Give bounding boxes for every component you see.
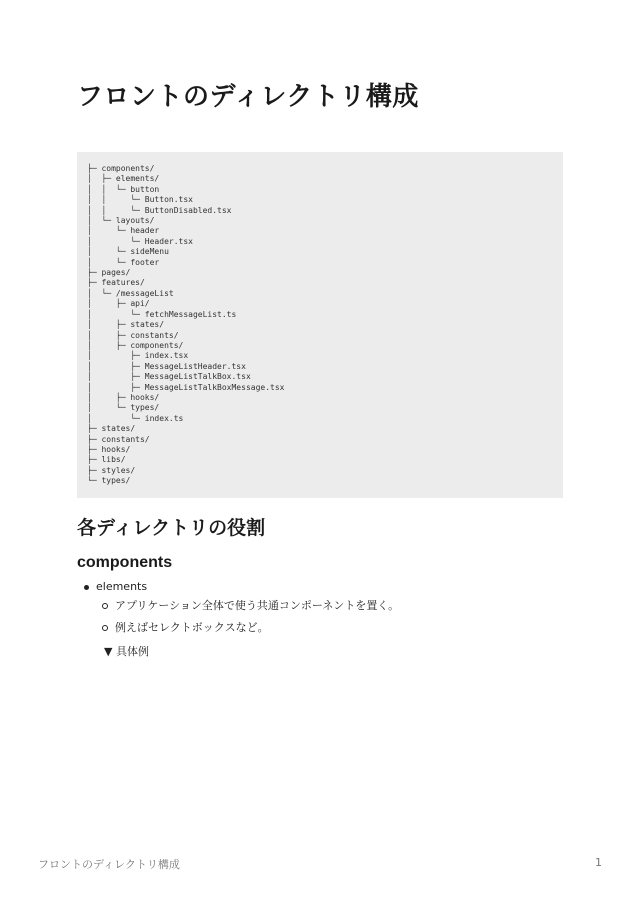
tree-line: │ ├─ MessageListTalkBox.tsx bbox=[87, 372, 251, 382]
page-title: フロントのディレクトリ構成 bbox=[77, 82, 419, 112]
sub-list-item bbox=[96, 620, 269, 636]
subsection-heading: components bbox=[77, 554, 173, 571]
tree-line: │ ├─ MessageListHeader.tsx bbox=[87, 361, 246, 371]
tree-line: ├─ pages/ bbox=[87, 268, 131, 278]
tree-line: │ └─ fetchMessageList.ts bbox=[87, 309, 237, 319]
tree-line: │ └─ sideMenu bbox=[87, 247, 169, 257]
circle-bullet-icon bbox=[102, 625, 108, 631]
section-heading: 各ディレクトリの役割 bbox=[77, 517, 266, 539]
tree-line: │ ├─ index.tsx bbox=[87, 351, 189, 361]
tree-line: ├─ libs/ bbox=[87, 455, 126, 465]
directory-tree-code-block bbox=[77, 152, 563, 498]
tree-line: ├─ components/ bbox=[87, 164, 155, 173]
tree-line: │ │ └─ Button.tsx bbox=[87, 195, 193, 205]
tree-line: │ └─ types/ bbox=[87, 403, 160, 413]
sub-item-text: 例えばセレクトボックスなど。 bbox=[115, 621, 269, 634]
list-item bbox=[77, 578, 147, 596]
page-number: 1 bbox=[595, 856, 602, 869]
bullet-list bbox=[77, 578, 147, 596]
tree-line: │ ├─ elements/ bbox=[87, 174, 160, 184]
footer-title: フロントのディレクトリ構成 bbox=[38, 858, 180, 871]
tree-line: │ ├─ constants/ bbox=[87, 330, 179, 340]
tree-line: │ │ └─ button bbox=[87, 184, 160, 194]
tree-line: │ ├─ components/ bbox=[87, 340, 184, 350]
bullet-dot-icon bbox=[84, 585, 89, 590]
tree-line: │ ├─ MessageListTalkBoxMessage.tsx bbox=[87, 382, 285, 392]
tree-line: └─ types/ bbox=[87, 476, 131, 486]
tree-line: │ └─ footer bbox=[87, 257, 160, 267]
bullet-label: elements bbox=[96, 580, 148, 593]
tree-line: │ │ └─ ButtonDisabled.tsx bbox=[87, 205, 232, 215]
tree-line: │ └─ /messageList bbox=[87, 288, 174, 298]
sub-list-item bbox=[96, 598, 399, 614]
details-toggle[interactable]: ▼ 具体例 bbox=[104, 645, 149, 658]
tree-line: ├─ hooks/ bbox=[87, 444, 131, 454]
directory-tree bbox=[87, 164, 563, 487]
tree-line: ├─ constants/ bbox=[87, 434, 150, 444]
circle-bullet-icon bbox=[102, 603, 108, 609]
tree-line: │ └─ header bbox=[87, 226, 160, 236]
tree-line: │ └─ index.ts bbox=[87, 413, 184, 423]
tree-line: ├─ features/ bbox=[87, 278, 145, 288]
tree-line: │ ├─ states/ bbox=[87, 320, 165, 330]
tree-line: ├─ states/ bbox=[87, 424, 136, 434]
tree-line: │ ├─ api/ bbox=[87, 299, 150, 309]
sub-item-text: アプリケーション全体で使う共通コンポーネントを置く。 bbox=[115, 599, 400, 612]
tree-line: │ └─ Header.tsx bbox=[87, 236, 193, 246]
tree-line: │ └─ layouts/ bbox=[87, 216, 155, 226]
tree-line: │ ├─ hooks/ bbox=[87, 392, 160, 402]
tree-line: ├─ styles/ bbox=[87, 465, 136, 475]
